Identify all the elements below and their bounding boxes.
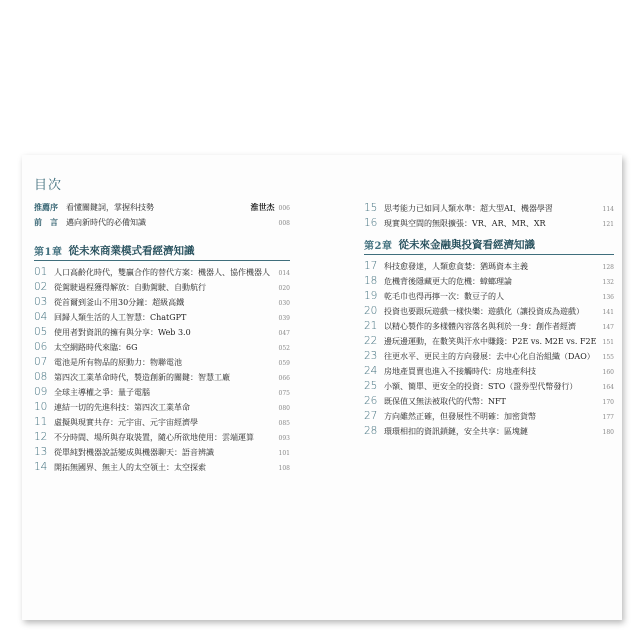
- toc-left-column: [34, 202, 290, 476]
- chapter-title: 人口高齡化時代，雙贏合作的替代方案：機器人、協作機器人: [54, 268, 270, 277]
- chapter-number: 04: [34, 311, 48, 323]
- page-number: 108: [278, 465, 290, 472]
- chapter-number: 08: [34, 371, 48, 383]
- preface-title: 看懂關鍵詞，掌握科技勢: [66, 203, 154, 212]
- chapter-title: 從單純對機器說話變成與機器聊天：語音辨識: [54, 448, 214, 457]
- toc-title: 目次: [34, 178, 63, 193]
- chapter-title: 太空網路時代來臨：6G: [54, 343, 138, 352]
- toc-entry: [364, 217, 614, 232]
- toc-entry: [34, 341, 290, 356]
- chapter-number: 26: [364, 395, 378, 407]
- chapter-title: 使用者對資訊的擁有與分享：Web 3.0: [54, 328, 191, 337]
- chapter-title: 開拓無國界、無主人的太空領土：太空探索: [54, 463, 206, 472]
- chapter-number: 07: [34, 356, 48, 368]
- chapter-number: 05: [34, 326, 48, 338]
- chapter-number: 13: [34, 446, 48, 458]
- book-toc-page: [22, 155, 622, 620]
- chapter-title: 從駕駛過程獲得解放：自動駕駛、自動航行: [54, 283, 206, 292]
- chapter-title: 往更水平、更民主的方向發展：去中心化自治組織（DAO）: [384, 352, 595, 361]
- page-number: 006: [278, 205, 290, 212]
- chapter-title: 投資也要跟玩遊戲一樣快樂：遊戲化（讓投資成為遊戲）: [384, 307, 584, 316]
- chapter-number: 09: [34, 386, 48, 398]
- page-number: 014: [278, 270, 290, 277]
- chapter-title: 房地產買賣也進入不接觸時代：房地產科技: [384, 367, 536, 376]
- page-number: 155: [602, 354, 614, 361]
- toc-entry: [34, 386, 290, 401]
- page-number: 151: [602, 339, 614, 346]
- preface-list: [34, 202, 290, 232]
- chapter-number: 23: [364, 350, 378, 362]
- chapter-title: 不分時間、場所與存取裝置，隨心所欲地使用：雲端運算: [54, 433, 254, 442]
- preface-title: 邁向新時代的必備知識: [66, 218, 146, 227]
- chapter-number: 01: [34, 266, 48, 278]
- chapter-number: 03: [34, 296, 48, 308]
- preface-label: 推薦序: [34, 202, 58, 212]
- toc-entry: [364, 365, 614, 380]
- chapter-number: 27: [364, 410, 378, 422]
- page-number: 164: [602, 384, 614, 391]
- page-number: 008: [278, 220, 290, 227]
- page-number: 101: [278, 450, 290, 457]
- chapter-number: 14: [34, 461, 48, 473]
- page-number: 020: [278, 285, 290, 292]
- chapter-number: 16: [364, 217, 378, 229]
- page-number: 039: [278, 315, 290, 322]
- chapter-title: 危機背後隱藏更大的危機：蟑螂理論: [384, 277, 512, 286]
- toc-entry: [364, 202, 614, 217]
- toc-entry: [364, 275, 614, 290]
- part-1-header: [34, 243, 290, 261]
- toc-entry: [34, 431, 290, 446]
- page-number: 128: [602, 264, 614, 271]
- page-number: 047: [278, 330, 290, 337]
- toc-entry: [364, 335, 614, 350]
- toc-entry: [364, 305, 614, 320]
- chapter-title: 電池是所有物品的原動力：物聯電池: [54, 358, 182, 367]
- page-number: 052: [278, 345, 290, 352]
- page-number: 085: [278, 420, 290, 427]
- page-number: 080: [278, 405, 290, 412]
- chapter-title: 邊玩邊運動，在數笑與汗水中賺錢：P2E vs. M2E vs. F2E: [384, 337, 597, 346]
- part-1-title: 從未來商業模式看經濟知識: [68, 245, 195, 257]
- page-number: 160: [602, 369, 614, 376]
- page-number: 180: [602, 429, 614, 436]
- preface-row: [34, 202, 290, 217]
- chapter-number: 19: [364, 290, 378, 302]
- page-number: 147: [602, 324, 614, 331]
- toc-entry: [34, 371, 290, 386]
- toc-entry: [34, 311, 290, 326]
- page-number: 170: [602, 399, 614, 406]
- chapter-number: 15: [364, 202, 378, 214]
- toc-entry: [34, 266, 290, 281]
- chapter-number: 17: [364, 260, 378, 272]
- chapter-title: 從首爾到釜山不用30分鐘：超級高鐵: [54, 298, 185, 307]
- page-number: 093: [278, 435, 290, 442]
- page-number: 075: [278, 390, 290, 397]
- page-number: 030: [278, 300, 290, 307]
- chapter-title: 以精心製作的多樣體內容落名與利於一身：創作者經濟: [384, 322, 576, 331]
- page-number: 136: [602, 294, 614, 301]
- chapter-title: 乾毛巾也得再擰一次：數豆子的人: [384, 292, 504, 301]
- toc-entry: [364, 350, 614, 365]
- part-2-number: 第2章: [364, 241, 393, 252]
- preface-author: 淮世杰: [250, 202, 275, 212]
- part-1-items: [34, 266, 290, 476]
- chapter-title: 第四次工業革命時代，製造創新的關鍵：智慧工廠: [54, 373, 230, 382]
- toc-entry: [34, 401, 290, 416]
- toc-entry: [34, 446, 290, 461]
- toc-entry: [34, 326, 290, 341]
- chapter-number: 28: [364, 425, 378, 437]
- toc-entry: [364, 320, 614, 335]
- chapter-number: 21: [364, 320, 378, 332]
- chapter-number: 02: [34, 281, 48, 293]
- page-number: 132: [602, 279, 614, 286]
- chapter-number: 24: [364, 365, 378, 377]
- chapter-number: 10: [34, 401, 48, 413]
- chapter-number: 06: [34, 341, 48, 353]
- page-number: 121: [602, 221, 614, 228]
- chapter-title: 連結一切的先進科技：第四次工業革命: [54, 403, 190, 412]
- toc-entry: [34, 281, 290, 296]
- toc-right-column: [364, 202, 614, 440]
- part-2-title: 從未來金融與投資看經濟知識: [398, 239, 535, 251]
- chapter-number: 11: [34, 416, 48, 428]
- chapter-number: 12: [34, 431, 48, 443]
- page-number: 177: [602, 414, 614, 421]
- toc-entry: [364, 380, 614, 395]
- preface-label: 前 言: [34, 217, 58, 227]
- chapter-title: 虛擬與現實共存：元宇宙、元宇宙經濟學: [54, 418, 198, 427]
- toc-entry: [364, 425, 614, 440]
- chapter-title: 小額、簡單、更安全的投資：STO（證券型代幣發行）: [384, 382, 578, 391]
- chapter-number: 22: [364, 335, 378, 347]
- chapter-number: 18: [364, 275, 378, 287]
- toc-entry: [34, 416, 290, 431]
- chapter-title: 方向雖然正確，但發展性不明確：加密貨幣: [384, 412, 536, 421]
- chapter-title: 環環相扣的資訊鎖鏈，安全共享：區塊鏈: [384, 427, 528, 436]
- part-2-header: [364, 237, 614, 255]
- toc-entry: [364, 395, 614, 410]
- chapter-number: 20: [364, 305, 378, 317]
- toc-entry: [364, 260, 614, 275]
- toc-entry: [364, 410, 614, 425]
- page-number: 059: [278, 360, 290, 367]
- page-number: 114: [602, 206, 614, 213]
- toc-entry: [364, 290, 614, 305]
- chapter-title: 現實與空間的無限擴張：VR、AR、MR、XR: [384, 219, 546, 228]
- preface-row: [34, 217, 290, 232]
- toc-entry: [34, 296, 290, 311]
- part-1-continued-items: [364, 202, 614, 232]
- chapter-title: 思考能力已如同人類水準：超大型AI、機器學習: [384, 204, 553, 213]
- part-2-items: [364, 260, 614, 440]
- chapter-title: 科技愈發達，人類愈貪婪：猶瑪資本主義: [384, 262, 528, 271]
- toc-entry: [34, 356, 290, 371]
- page-number: 066: [278, 375, 290, 382]
- page-number: 141: [602, 309, 614, 316]
- chapter-title: 回歸人類生活的人工智慧：ChatGPT: [54, 313, 187, 322]
- chapter-title: 既保值又無法被取代的代幣：NFT: [384, 397, 506, 406]
- chapter-title: 全球主導權之爭：量子電腦: [54, 388, 150, 397]
- chapter-number: 25: [364, 380, 378, 392]
- part-1-number: 第1章: [34, 247, 63, 258]
- toc-entry: [34, 461, 290, 476]
